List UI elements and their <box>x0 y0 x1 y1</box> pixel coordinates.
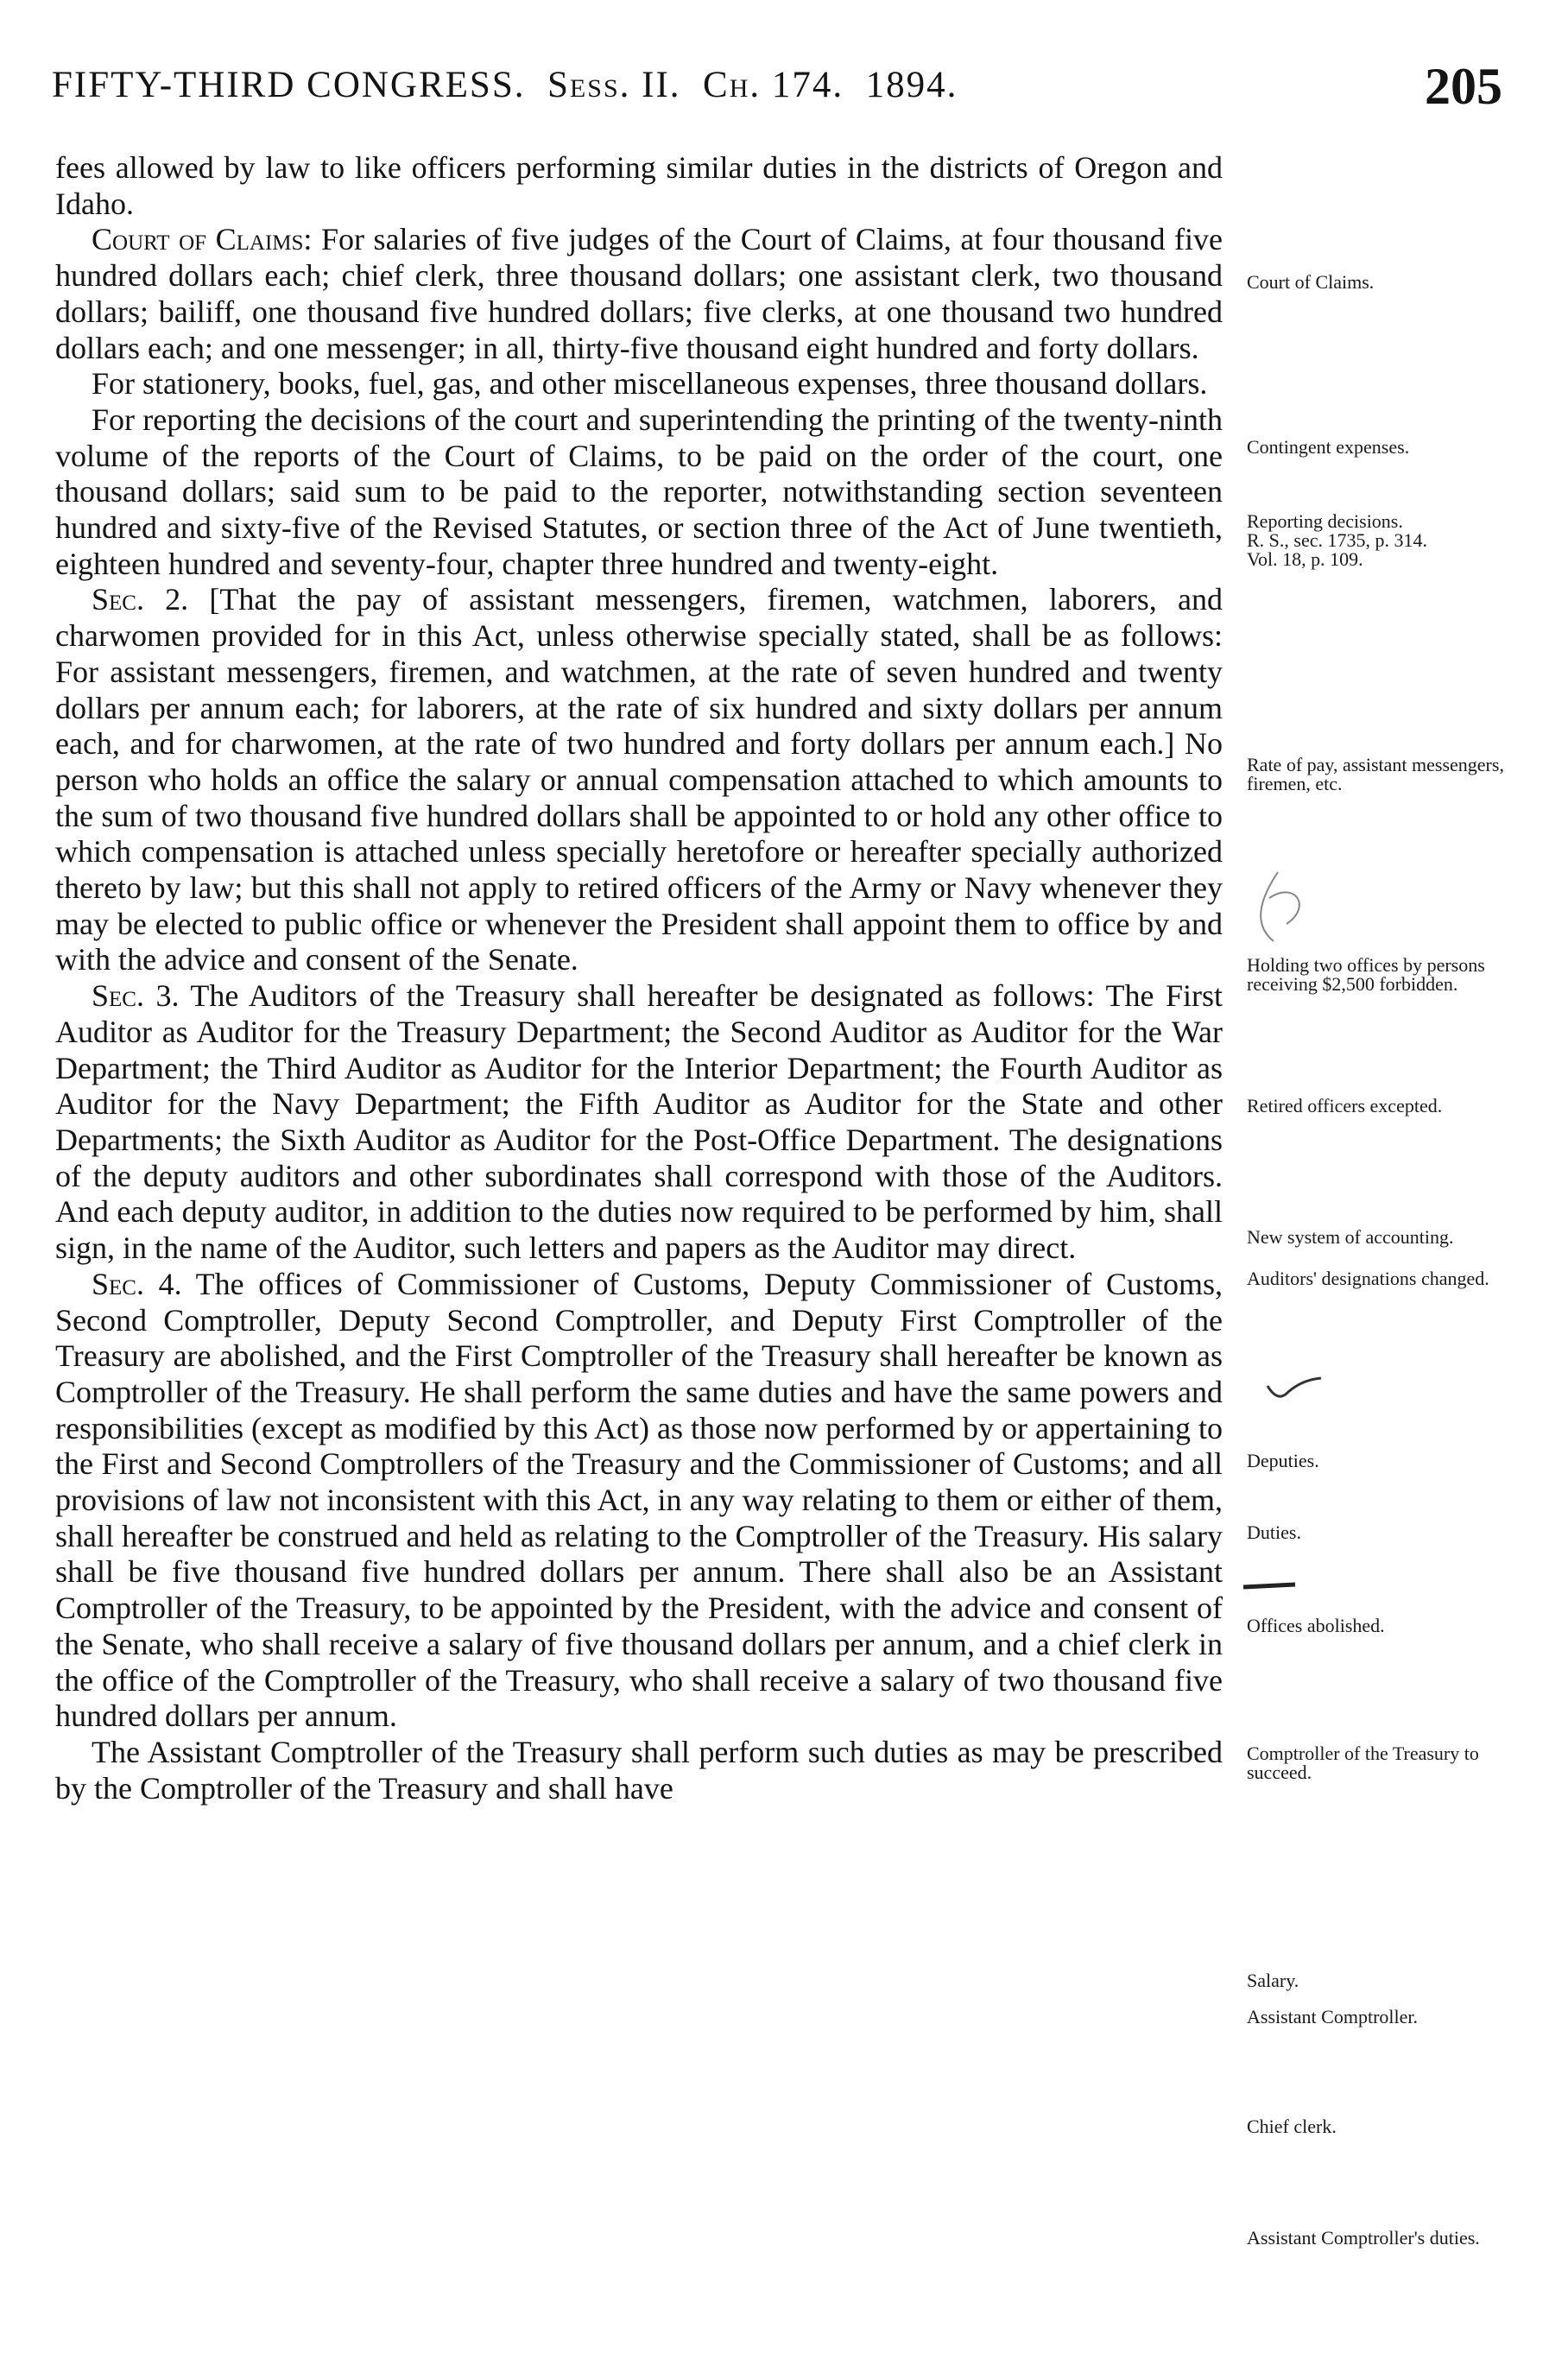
running-title <box>52 64 958 106</box>
section-4-text: The offices of Commissioner of Customs, Deputy Commissioner of Customs, Second Comptroller, Deputy Second Comptroller, and Deputy First Comptroller of the Treasury are abolished, and the First Comptroller of the Treasury shall hereafter be known as Comptroller of the Treasury. He shall perform the same duties and have the same powers and responsibilities (except as modified by this Act) as those now performed by or appertaining to the First and Second Comptrollers of the Treasury and the Commissioner of Customs; and all provisions of law not inconsistent with this Act, in any way relating to them or either of them, shall hereafter be construed and held as relating to the Comptroller of the Treasury. His salary shall be five thousand five hundred dollars per annum. There shall also be an Assistant Comptroller of the Treasury, to be appointed by the President, with the advice and consent of the Senate, who shall receive a salary of five thousand dollars per annum, and a chief clerk in the office of the Comptroller of the Treasury, who shall receive a salary of two thousand five hundred dollars per annum. <box>55 1266 1223 1734</box>
year: 1894. <box>865 65 958 105</box>
pencil-check-mark <box>1268 1378 1321 1396</box>
court-of-claims-text: For salaries of five judges of the Court of Claims, at four thousand five hundred dollars each; chief clerk, three thousand dollars; one assistant clerk, two thousand dollars; bailiff, one thousand five hundred dollars; five clerks, at one thousand two hundred dollars each; and one messenger; in all, thirty-five thousand eight hundred and forty dollars. <box>55 222 1223 365</box>
paragraph-stationery: For stationery, books, fuel, gas, and other miscellaneous expenses, three thousand dollars. <box>92 366 1208 402</box>
page-number: 205 <box>1425 58 1502 115</box>
margin-note-contingent: Contingent expenses. <box>1247 436 1410 458</box>
paragraph-section-2 <box>55 582 1223 978</box>
margin-note-salary: Salary. <box>1247 1970 1299 1991</box>
section-3-label: Sec. 3. <box>92 978 180 1014</box>
congress-title: FIFTY-THIRD CONGRESS. <box>52 65 526 105</box>
running-header <box>52 57 1502 117</box>
paragraph-court-of-claims <box>55 222 1223 366</box>
chapter-label: Ch. <box>703 65 762 105</box>
paragraph-section-3 <box>55 978 1223 1267</box>
section-3-text: The Auditors of the Treasury shall hereafter be designated as follows: The First Auditor as Auditor for the Treasury Department; the Second Auditor as Auditor for the War Department; the Third Auditor as Auditor for the Interior Department; the Fourth Auditor as Auditor for the Navy Department; the Fifth Auditor as Auditor for the State and other Departments; the Sixth Auditor as Auditor for the Post-Office Department. The designations of the deputy auditors and other subordinates shall correspond with those of the Auditors. And each deputy auditor, in addition to the duties now required to be performed by him, shall sign, in the name of the Auditor, such letters and papers as the Auditor may direct. <box>55 978 1223 1266</box>
paragraph-oregon-idaho: fees allowed by law to like officers performing similar duties in the districts of Oregon and Idaho. <box>55 150 1223 221</box>
margin-note-new-system: New system of accounting. <box>1247 1226 1454 1248</box>
margin-note-retired: Retired officers excepted. <box>1247 1095 1443 1116</box>
court-of-claims-heading: Court of Claims: <box>92 222 313 257</box>
margin-note-assistant-duties: Assistant Comptroller's duties. <box>1247 2227 1480 2249</box>
pencil-dash-mark <box>1243 1584 1295 1587</box>
paragraph-assistant-comptroller: The Assistant Comptroller of the Treasury shall perform such duties as may be prescribed by the Comptroller of the Treasury and shall have <box>55 1734 1223 1806</box>
paragraph-reporting: For reporting the decisions of the court and superintending the printing of the twenty-ninth volume of the reports of the Court of Claims, to be paid on the order of the court, one thousand dollars; said sum to be paid to the reporter, notwithstanding section seventeen hundred and sixty-five of the Revised Statutes, or section three of the Act of June twentieth, eighteen hundred and seventy-four, chapter three hundred and twenty-eight. <box>55 402 1223 581</box>
margin-note-assistant-comptroller: Assistant Comptroller. <box>1247 2006 1418 2027</box>
margin-note-reporting: Reporting decisions. <box>1247 510 1403 532</box>
margin-note-comptroller: Comptroller of the Treasury to succeed. <box>1247 1743 1479 1783</box>
margin-note-chief-clerk: Chief clerk. <box>1247 2116 1337 2137</box>
margin-note-duties: Duties. <box>1247 1521 1301 1543</box>
margin-note-vol-reference: Vol. 18, p. 109. <box>1247 548 1363 570</box>
margin-note-holding-offices: Holding two offices by persons receiving $2,500 forbidden. <box>1247 954 1485 995</box>
margin-note-offices-abolished: Offices abolished. <box>1247 1615 1385 1636</box>
section-2-text: [That the pay of assistant messengers, firemen, watchmen, laborers, and charwomen provided for in this Act, unless otherwise specially stated, shall be as follows: For assistant messengers, firemen, and watchmen, at the rate of seven hundred and twenty dollars per annum each; for laborers, at the rate of six hundred and sixty dollars per annum each, and for charwomen, at the rate of two hundred and forty dollars per annum each.] No person who holds an office the salary or annual compensation attached to which amounts to the sum of two thousand five hundred dollars shall be appointed to or hold any other office to which compensation is attached unless specially heretofore or hereafter specially authorized thereto by law; but this shall not apply to retired officers of the Army or Navy whenever they may be elected to public office or whenever the President shall appoint them to office by and with the advice and consent of the Senate. <box>55 582 1223 977</box>
session-label: Sess. <box>547 65 631 105</box>
pencil-scribble-mark <box>1261 872 1299 941</box>
session-number: II. <box>642 65 681 105</box>
section-2-label: Sec. 2. <box>92 582 189 617</box>
margin-note-rs-reference: R. S., sec. 1735, p. 314. <box>1247 529 1427 551</box>
margin-note-court-of-claims: Court of Claims. <box>1247 271 1375 293</box>
chapter-number: 174. <box>771 65 844 105</box>
margin-note-rate-of-pay: Rate of pay, assistant messengers, firemen, etc. <box>1247 754 1504 794</box>
section-4-label: Sec. 4. <box>92 1266 182 1301</box>
paragraph-section-4 <box>55 1267 1223 1735</box>
margin-note-auditors: Auditors' designations changed. <box>1247 1268 1489 1289</box>
margin-note-deputies: Deputies. <box>1247 1450 1319 1471</box>
statute-text <box>55 150 1223 1806</box>
